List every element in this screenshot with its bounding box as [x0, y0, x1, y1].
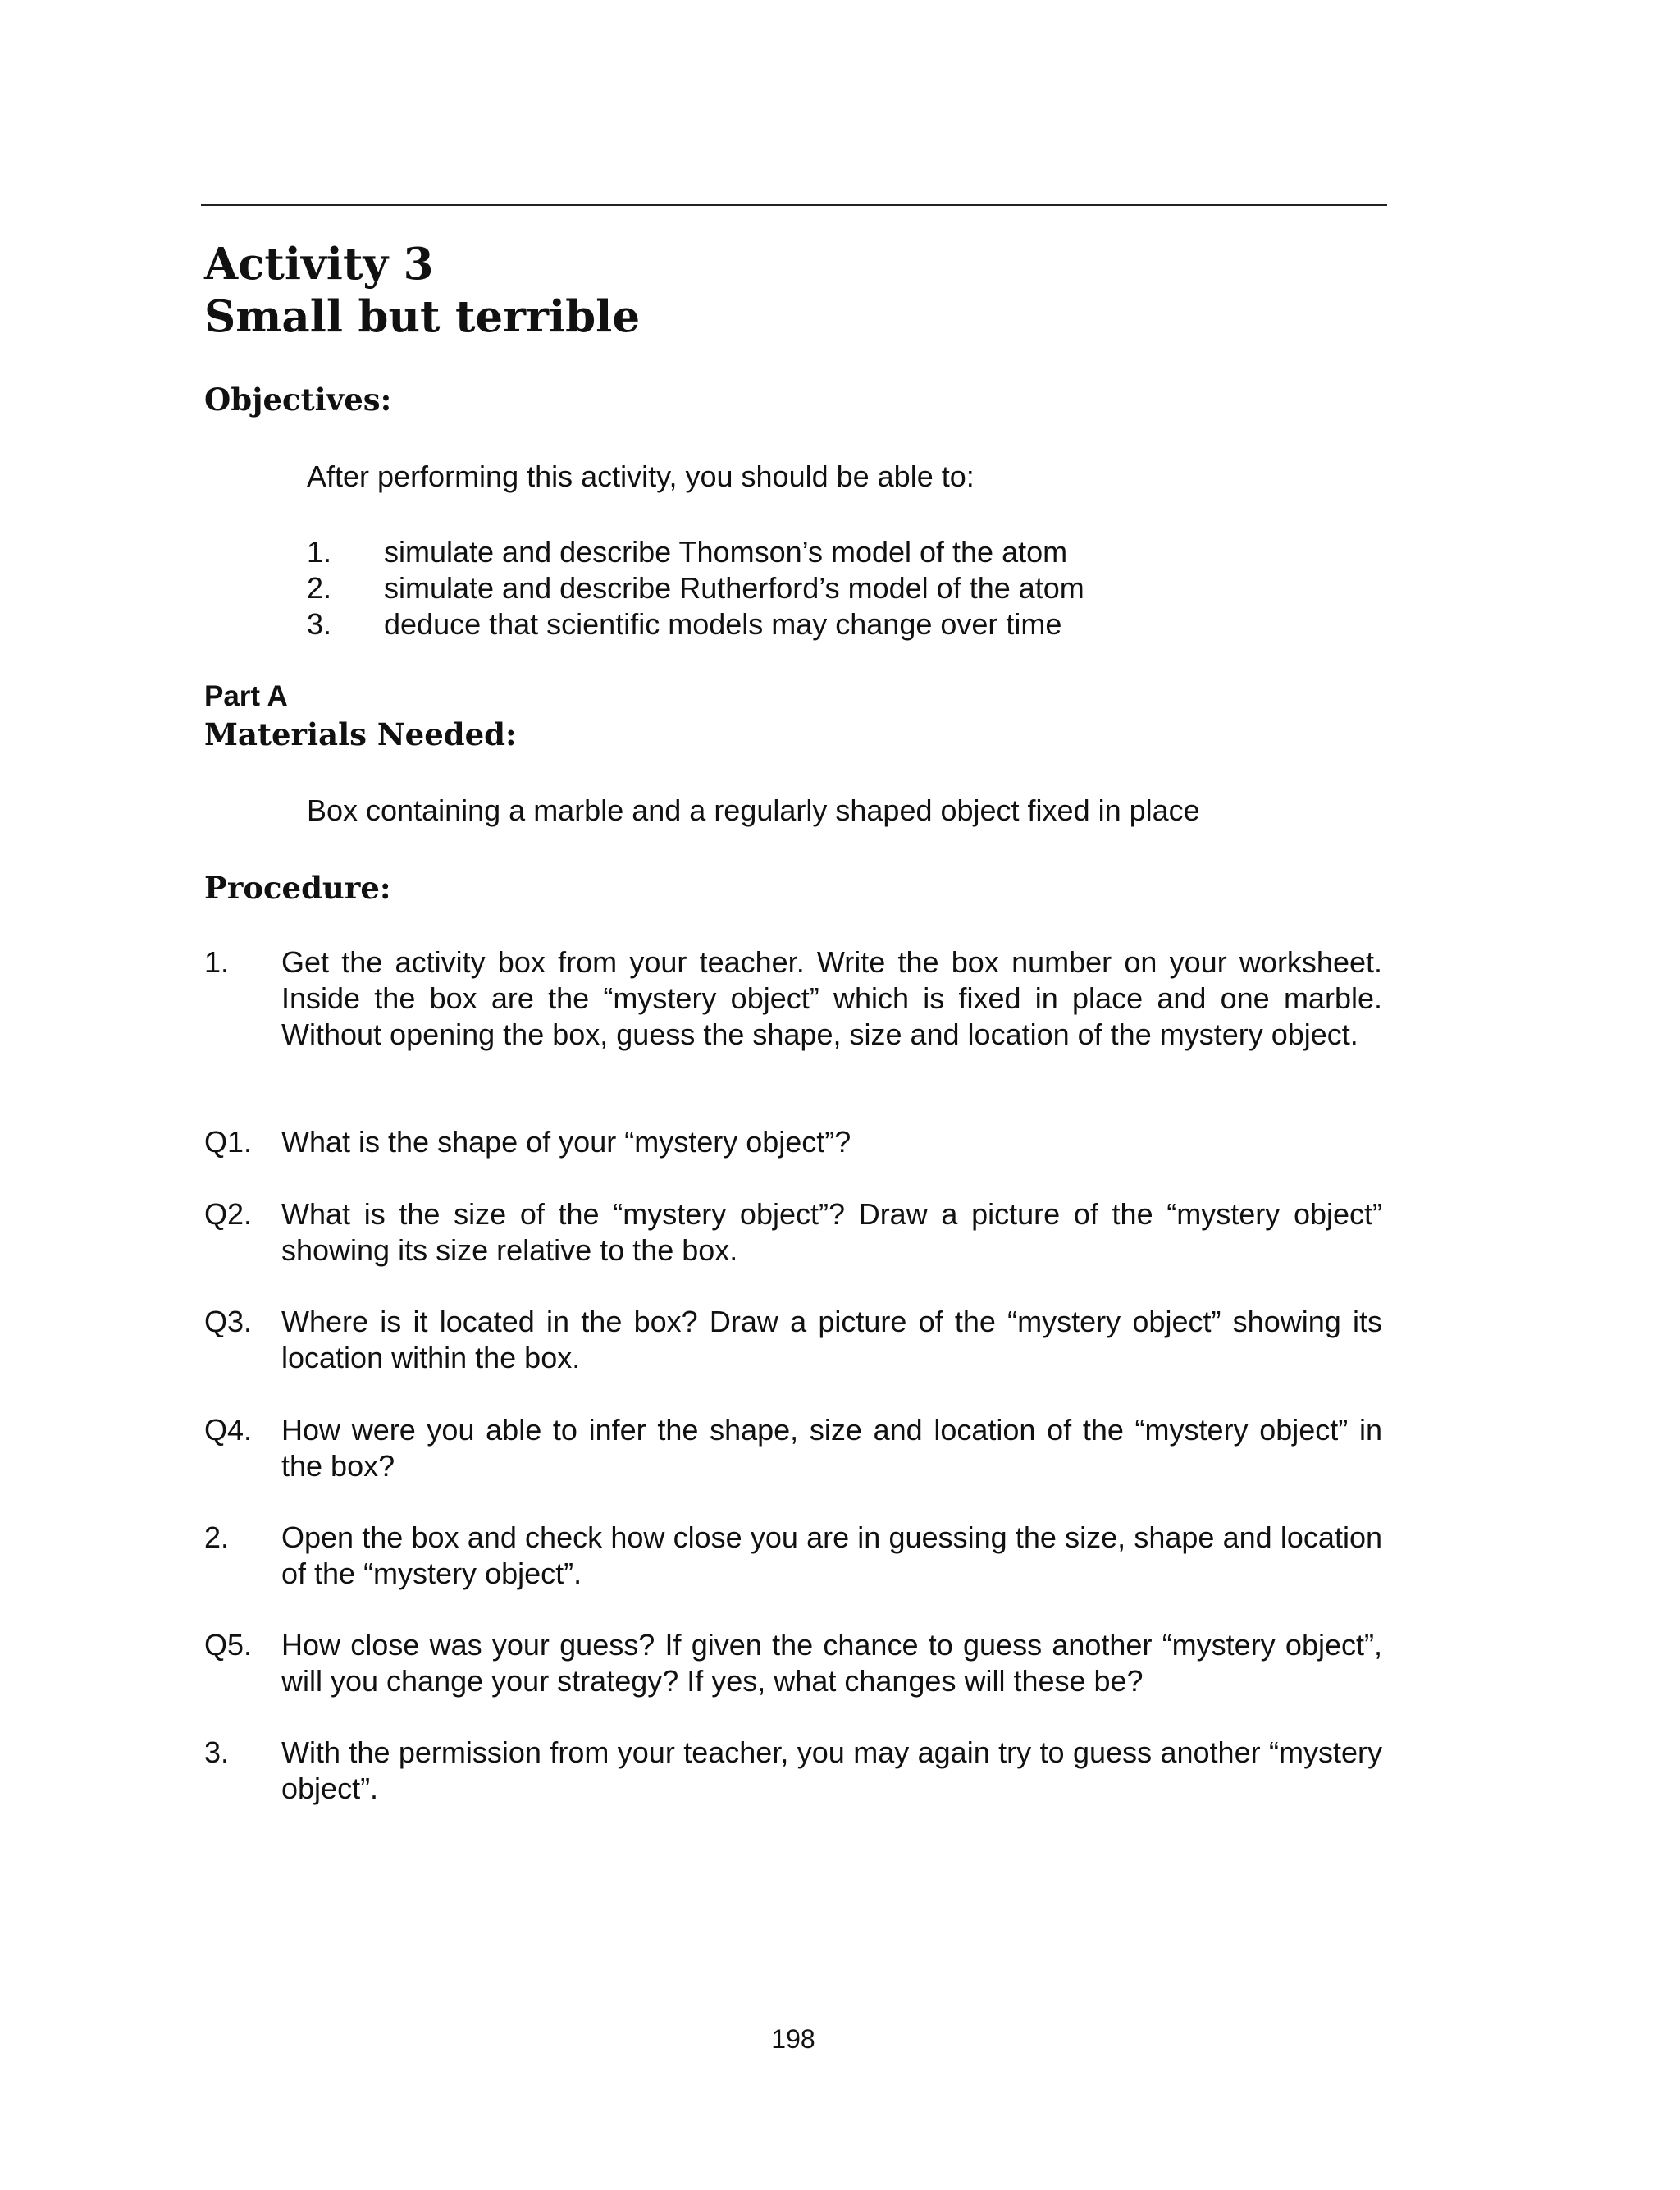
- materials-text: Box containing a marble and a regularly shaped object fixed in place: [307, 793, 1200, 827]
- step-label: 3.: [204, 1735, 230, 1769]
- procedure-question: [204, 1304, 1382, 1376]
- objective-number: 3.: [307, 607, 332, 641]
- question-text: How were you able to infer the shape, size and location of the “mystery object” in the box?: [281, 1413, 1382, 1483]
- objective-text: simulate and describe Thomson’s model of the atom: [384, 535, 1068, 569]
- question-label: Q2.: [204, 1197, 253, 1231]
- materials-heading: Materials Needed:: [204, 716, 517, 752]
- activity-number: Activity 3: [204, 239, 434, 290]
- procedure-step: [204, 1735, 1382, 1807]
- objective-text: simulate and describe Rutherford’s model of the atom: [384, 571, 1084, 605]
- procedure-question: [204, 1627, 1382, 1699]
- activity-title: Small but terrible: [204, 291, 641, 342]
- question-text: How close was your guess? If given the chance to guess another “mystery object”, will you change your strategy? If yes, what changes will these be?: [281, 1628, 1382, 1698]
- question-label: Q3.: [204, 1305, 253, 1338]
- question-label: Q4.: [204, 1413, 253, 1447]
- procedure-question: [204, 1412, 1382, 1484]
- procedure-question: [204, 1196, 1382, 1269]
- question-text: Where is it located in the box? Draw a picture of the “mystery object” showing its location within the box.: [281, 1305, 1382, 1374]
- step-label: 1.: [204, 945, 230, 979]
- objectives-heading: Objectives:: [204, 382, 392, 418]
- question-text: What is the shape of your “mystery object”?: [281, 1125, 851, 1159]
- step-text: Open the box and check how close you are in guessing the size, shape and location of the “mystery object”.: [281, 1520, 1382, 1590]
- procedure-question: [204, 1124, 1382, 1160]
- procedure-step: [204, 944, 1382, 1053]
- part-a-label: Part A: [204, 680, 288, 712]
- objective-number: 1.: [307, 535, 332, 569]
- objective-text: deduce that scientific models may change over time: [384, 607, 1062, 641]
- step-text: Get the activity box from your teacher. Write the box number on your worksheet. Inside the box are the “mystery object” which is fixed in place and one marble. Without opening the box, guess the shape, size and location of the mystery object.: [281, 945, 1382, 1051]
- question-label: Q5.: [204, 1628, 253, 1662]
- procedure-heading: Procedure:: [204, 870, 391, 906]
- procedure-step: [204, 1520, 1382, 1592]
- objective-number: 2.: [307, 571, 332, 605]
- objectives-intro: After performing this activity, you should be able to:: [307, 459, 975, 493]
- page-number: 198: [771, 2024, 815, 2054]
- step-text: With the permission from your teacher, you may again try to guess another “mystery object”.: [281, 1735, 1382, 1805]
- question-text: What is the size of the “mystery object”? Draw a picture of the “mystery object” showing its size relative to the box.: [281, 1197, 1382, 1267]
- step-label: 2.: [204, 1520, 230, 1554]
- question-label: Q1.: [204, 1125, 253, 1159]
- header-rule: [201, 204, 1387, 206]
